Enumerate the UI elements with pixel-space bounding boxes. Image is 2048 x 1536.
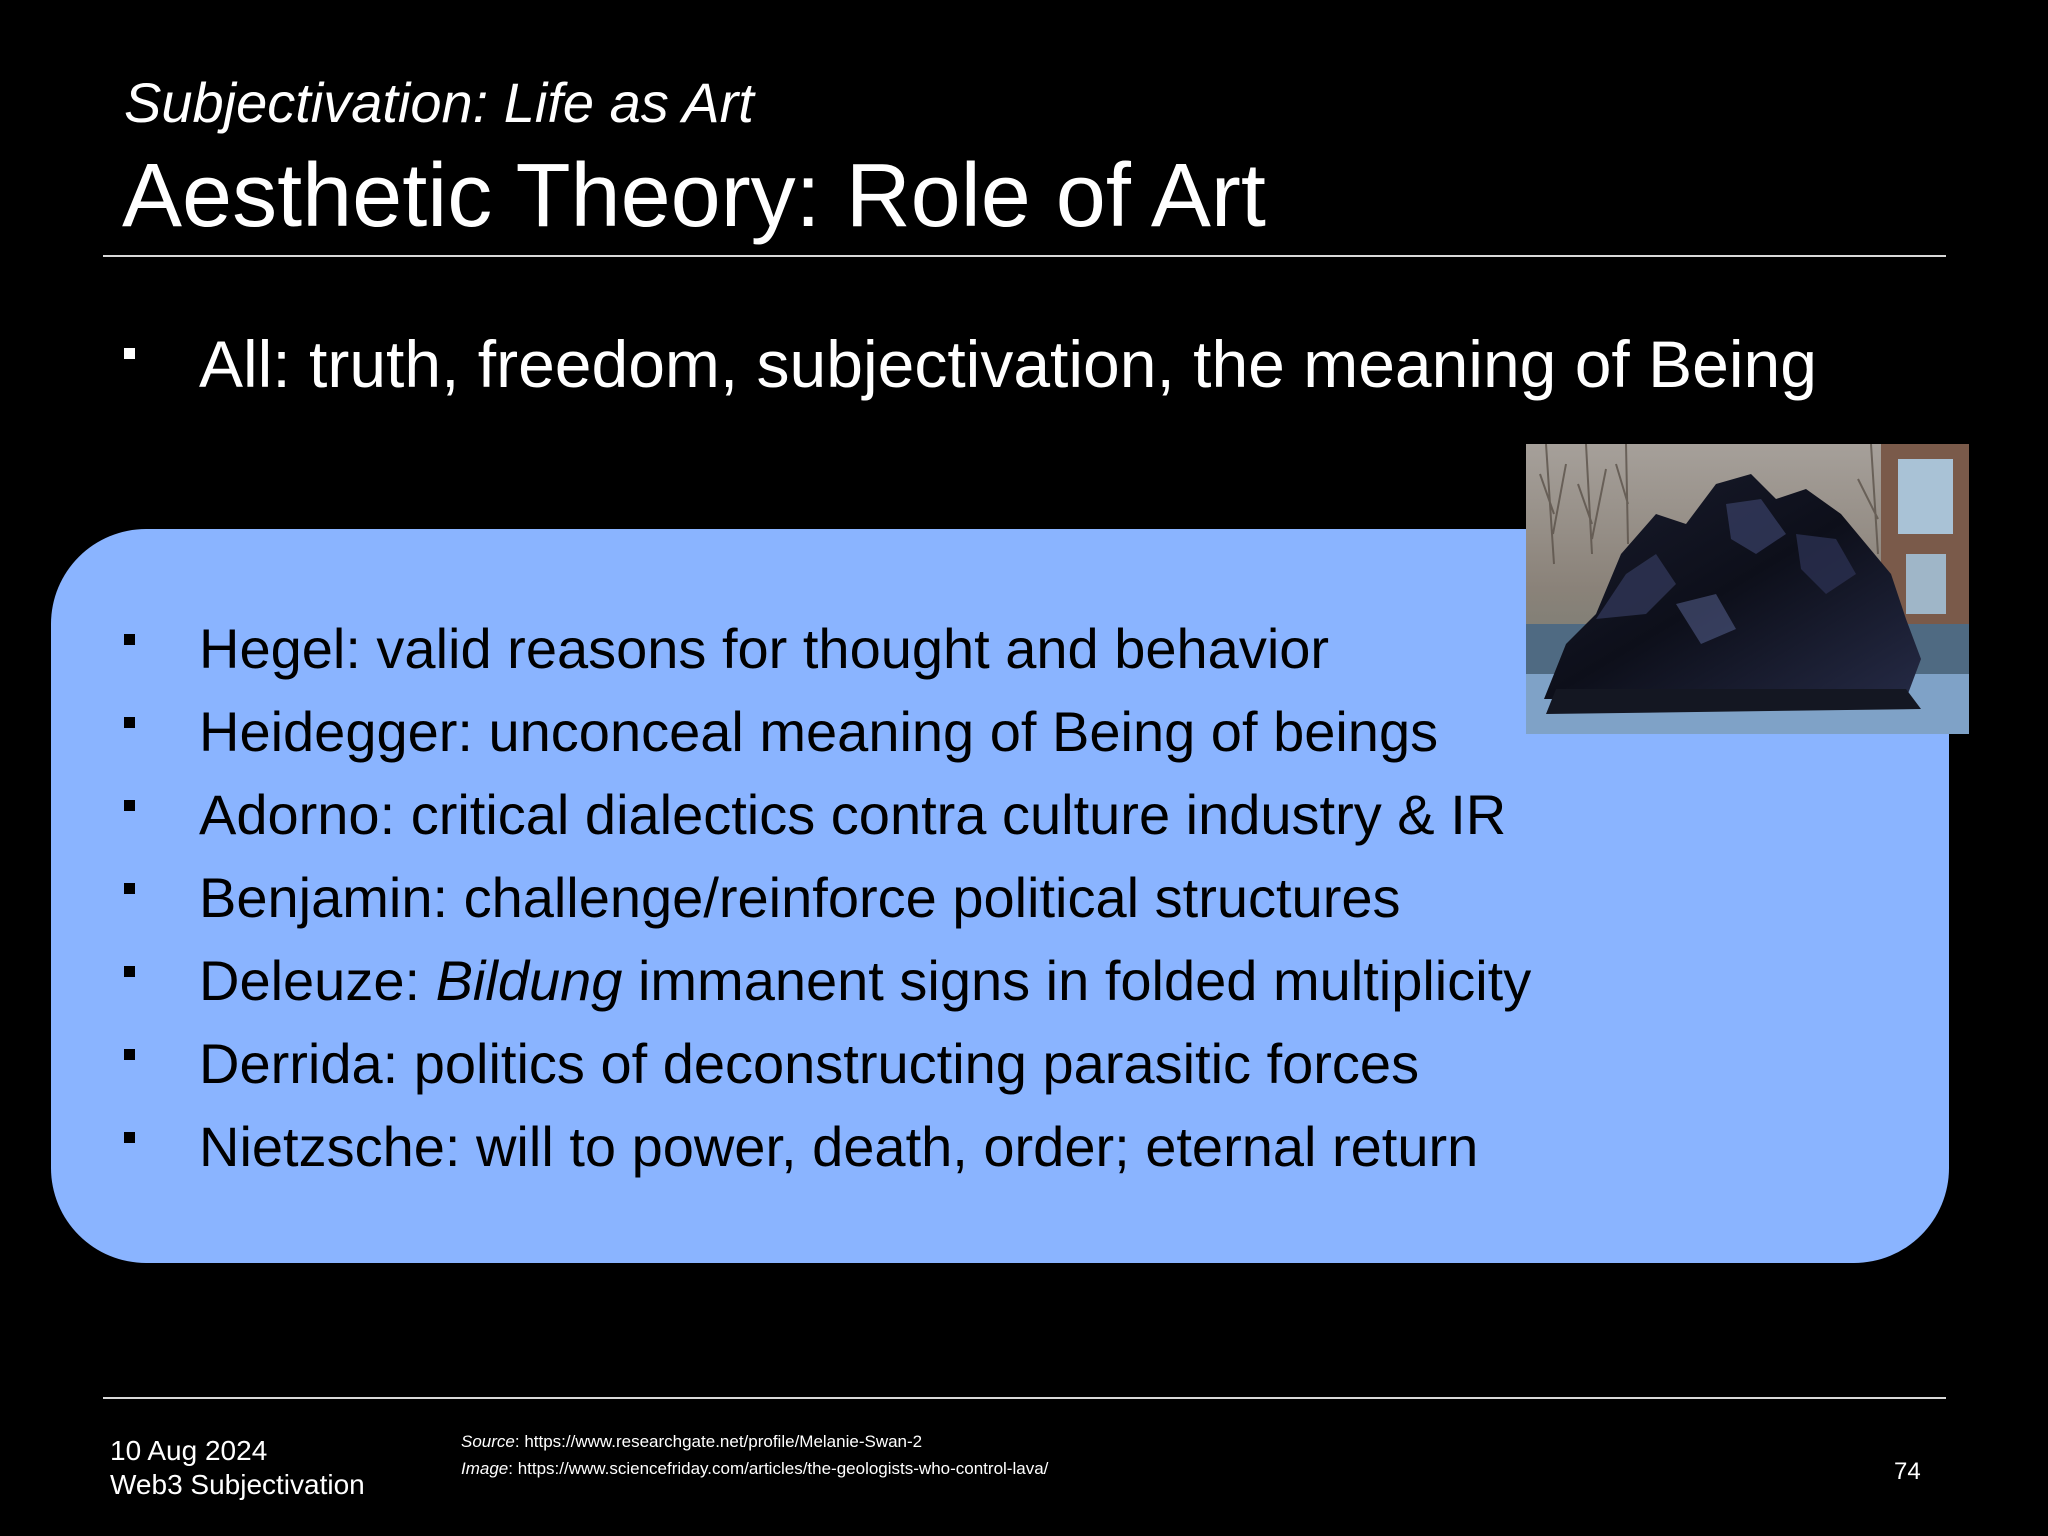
- list-item: [124, 612, 1531, 695]
- list-item: [124, 1027, 1531, 1110]
- bullet-marker: [124, 966, 135, 977]
- list-item: [124, 861, 1531, 944]
- list-item-text: Derrida: politics of deconstructing parasitic forces: [199, 1032, 1420, 1095]
- bullet-marker: [124, 348, 135, 359]
- list-item: [124, 1110, 1531, 1193]
- list-item: [124, 695, 1531, 778]
- bullet-marker: [124, 634, 135, 645]
- image-credit: Image: https://www.sciencefriday.com/articles/the-geologists-who-control-lava/: [461, 1459, 1049, 1478]
- footer-divider: [103, 1397, 1946, 1399]
- top-bullet-text: All: truth, freedom, subjectivation, the meaning of Being: [199, 327, 1817, 401]
- title-divider: [103, 255, 1946, 257]
- top-bullet: [124, 325, 1817, 403]
- bullet-marker: [124, 1049, 135, 1060]
- lava-sculpture-image: [1526, 444, 1969, 734]
- footer-info: [110, 1434, 365, 1502]
- bullet-marker: [124, 717, 135, 728]
- list-item-text: Hegel: valid reasons for thought and behavior: [199, 617, 1330, 680]
- list-item-text: Heidegger: unconceal meaning of Being of beings: [199, 700, 1439, 763]
- list-item-text: Deleuze: Bildung immanent signs in folded multiplicity: [199, 949, 1532, 1012]
- slide-title: Aesthetic Theory: Role of Art: [122, 146, 1266, 246]
- page-number: 74: [1894, 1458, 1921, 1485]
- list-item-text: Benjamin: challenge/reinforce political structures: [199, 866, 1401, 929]
- source-credit: Source: https://www.researchgate.net/profile/Melanie-Swan-2: [461, 1432, 923, 1451]
- slide-subtitle: Subjectivation: Life as Art: [124, 71, 754, 134]
- list-item: [124, 944, 1531, 1027]
- footer-deck-name: Web3 Subjectivation: [110, 1469, 365, 1500]
- bullet-marker: [124, 1132, 135, 1143]
- philosopher-list: [124, 612, 1531, 1193]
- bullet-marker: [124, 800, 135, 811]
- bullet-marker: [124, 883, 135, 894]
- footer-sources: [461, 1428, 1048, 1482]
- list-item-text: Nietzsche: will to power, death, order; eternal return: [199, 1115, 1479, 1178]
- footer-date: 10 Aug 2024: [110, 1435, 268, 1466]
- list-item: [124, 778, 1531, 861]
- list-item-text: Adorno: critical dialectics contra culture industry & IR: [199, 783, 1507, 846]
